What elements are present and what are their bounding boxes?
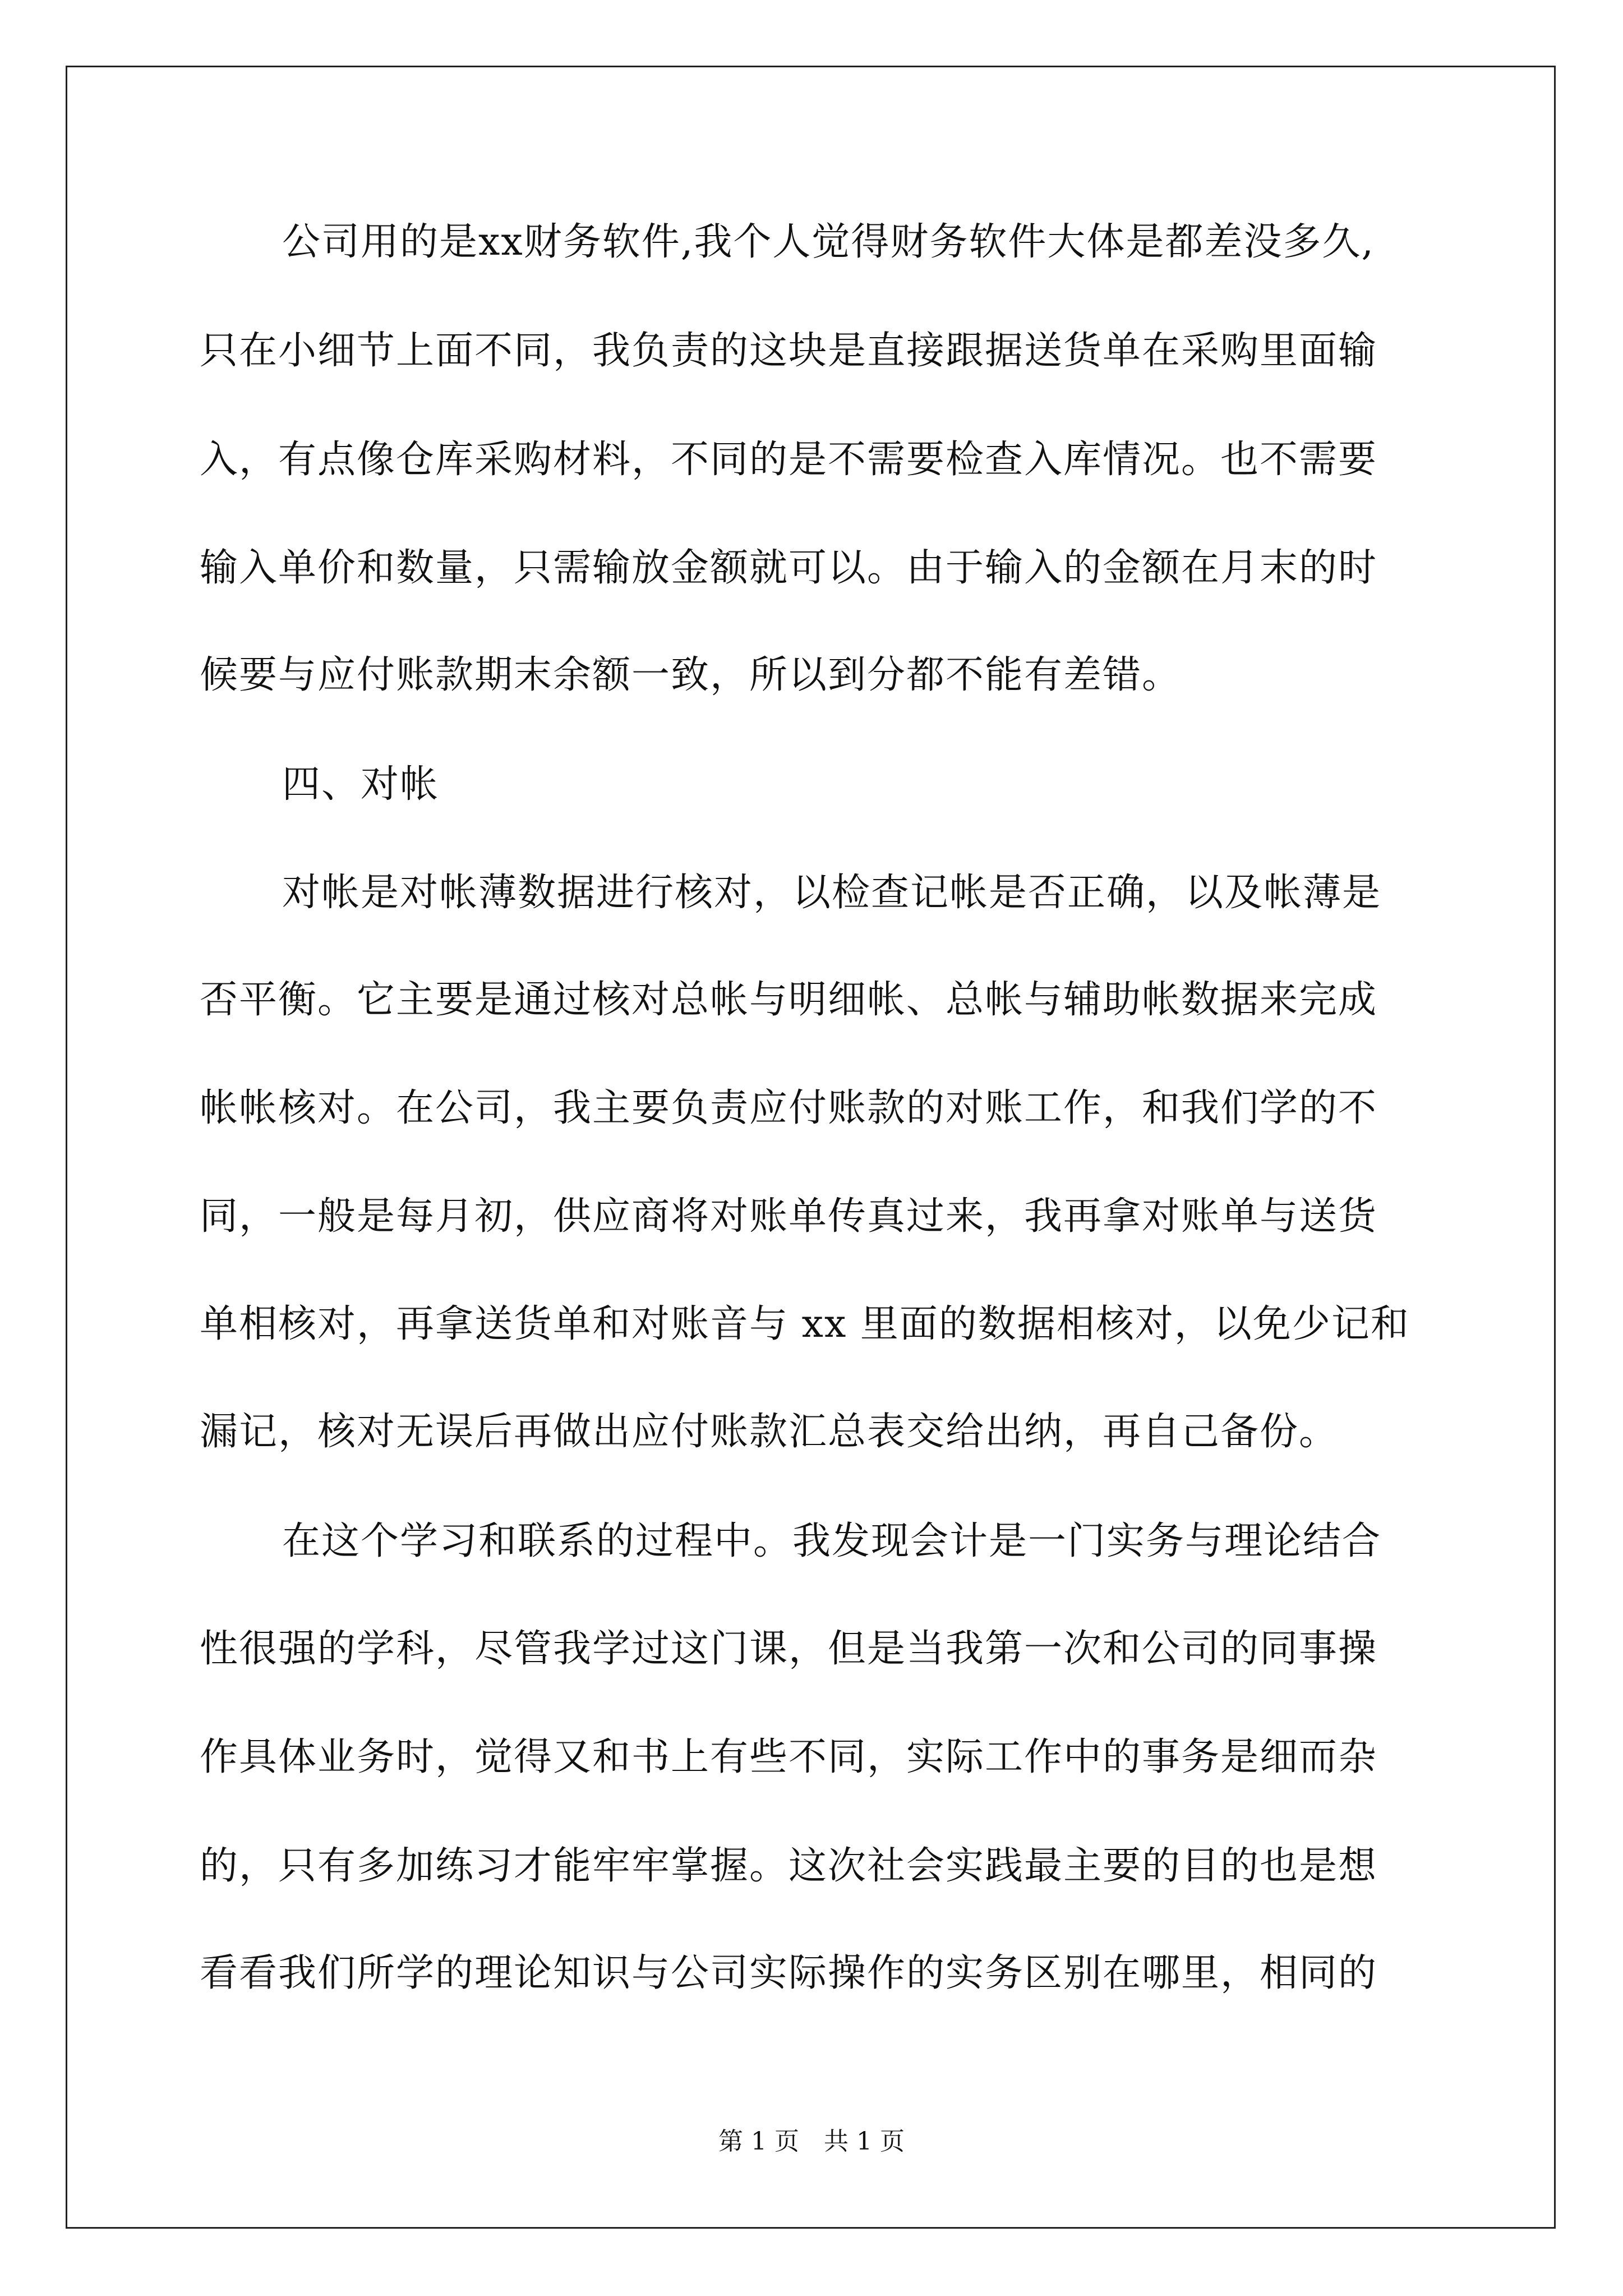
page-border xyxy=(66,66,1556,2229)
paragraph-line: 的，只有多加练习才能牢牢掌握。这次社会实践最主要的目的也是想 xyxy=(200,1844,1378,1888)
page-number-footer: 第 1 页 共 1 页 xyxy=(718,2127,905,2156)
paragraph-line: 单相核对，再拿送货单和对账音与 xx 里面的数据相核对，以免少记和 xyxy=(200,1302,1410,1346)
paragraph-line: 帐帐核对。在公司，我主要负责应付账款的对账工作，和我们学的不 xyxy=(200,1086,1378,1130)
paragraph-line: 入，有点像仓库采购材料，不同的是不需要检查入库情况。也不需要 xyxy=(200,438,1378,482)
paragraph-line: 候要与应付账款期末余额一致，所以到分都不能有差错。 xyxy=(200,653,1182,697)
paragraph-line: 作具体业务时，觉得又和书上有些不同，实际工作中的事务是细而杂 xyxy=(200,1735,1378,1779)
paragraph-line: 漏记，核对无误后再做出应付账款汇总表交给出纳，再自己备份。 xyxy=(200,1410,1339,1454)
paragraph-line: 否平衡。它主要是通过核对总帐与明细帐、总帐与辅助帐数据来完成 xyxy=(200,978,1378,1022)
paragraph-line: 输入单价和数量，只需输放金额就可以。由于输入的金额在月末的时 xyxy=(200,546,1378,590)
paragraph-line: 性很强的学科，尽管我学过这门课，但是当我第一次和公司的同事操 xyxy=(200,1627,1378,1671)
paragraph-line: 公司用的是xx财务软件,我个人觉得财务软件大体是都差没多久, xyxy=(282,220,1375,264)
paragraph-line: 在这个学习和联系的过程中。我发现会计是一门实务与理论结合 xyxy=(282,1519,1382,1563)
paragraph-line: 只在小细节上面不同，我负责的这块是直接跟据送货单在采购里面输 xyxy=(200,329,1378,373)
paragraph-line: 对帐是对帐薄数据进行核对，以检查记帐是否正确，以及帐薄是 xyxy=(282,871,1382,915)
section-heading: 四、对帐 xyxy=(282,762,440,807)
paragraph-line: 同，一般是每月初，供应商将对账单传真过来，我再拿对账单与送货 xyxy=(200,1194,1378,1239)
paragraph-line: 看看我们所学的理论知识与公司实际操作的实务区别在哪里，相同的 xyxy=(200,1951,1378,1995)
